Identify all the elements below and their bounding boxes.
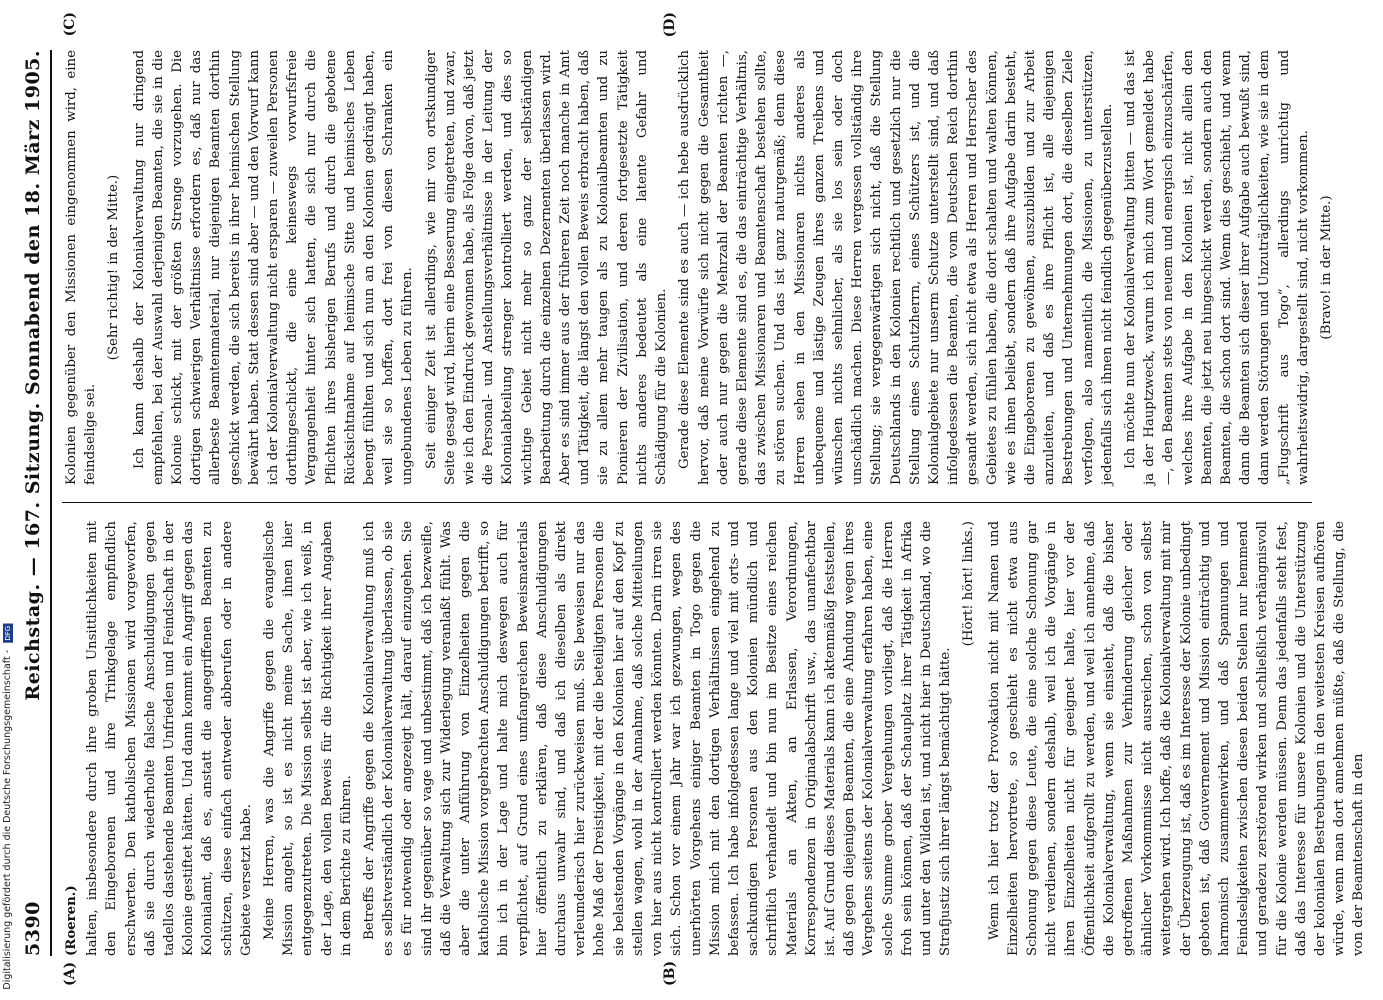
paragraph: Kolonien gegenüber den Missionen eingenommen wird, eine feindselige sei. xyxy=(64,50,99,485)
credit-text: Digitalisierung gefördert durch die Deutsche Forschungsgemeinschaft - xyxy=(2,650,13,990)
column-divider xyxy=(62,502,1312,503)
page-header xyxy=(22,50,44,956)
text-columns xyxy=(62,12,1367,986)
speaker-name: (Roeren.) xyxy=(64,885,79,956)
interjection: (Hört! hört! links.) xyxy=(961,521,977,647)
right-column xyxy=(62,50,1334,485)
interjection: (Sehr richtig! in der Mitte.) xyxy=(106,174,122,361)
margin-marker-c: (C) xyxy=(62,12,78,37)
paragraph: Betreffs der Angriffe gegen die Kolonialverwaltung muß ich es selbstverständlich der Kolonialverwaltung überlassen, ob sie es für notwendig oder angezeigt hält, darauf einzugehen. Sie sind ihr gegenüber so vage und unbestimmt, daß ich bezweifle, daß die Verwaltung sich zur Widerlegung veranlaßt fühlt. Was aber die unter Anführung von Einzelheiten gegen die katholische Mission vorgebrachten Anschuldigungen betrifft, so bin ich in der Lage und halte mich deswegen auch für verpflichtet, auf Grund eines umfangreichen Beweismaterials hier öffentlich zu erklären, daß diese Anschuldigungen durchaus unwahr sind, und daß ich dieselben als direkt verleumderisch hier zurückweisen muß. Sie beweisen nur das hohe Maß der Dreistigkeit, mit der die beteiligten Personen die sie belastenden Vorgänge in den Kolonien hier auf den Kopf zu stellen wagen, wohl in der Annahme, daß solche Mitteilungen von hier aus nicht kontrolliert werden könnten. Darin irren sie sich. Schon vor einem Jahr war ich gezwungen, wegen des unerhörten Vorgehens einiger Beamten in Togo gegen die Mission mich mit den dortigen Verhältnissen eingehend zu befassen. Ich habe infolgedessen lange und viel mit orts- und sachkundigen Personen aus den Kolonien mündlich und schriftlich verhandelt und bin nun im Besitze eines reichen Materials an Akten, an Erlassen, Verordnungen, Korrespondenzen in Originalabschrift usw., das unanfechtbar ist. Auf Grund dieses Materials kann ich aktenmäßig feststellen, daß gegen diejenigen Beamten, die eine Ahndung wegen ihres Vergehens seitens der Kolonialverwaltung erfahren haben, eine solche Summe grober Vergehungen vorliegt, daß die Herren froh sein können, daß der Schauplatz ihrer Tätigkeit in Afrika und unter den Wilden ist, und nicht hier in Deutschland, wo die Strafjustiz sich ihrer längst bemächtigt hätte. xyxy=(362,521,954,956)
margin-marker-d: (D) xyxy=(662,12,678,38)
header-rule xyxy=(50,50,52,956)
paragraph: Ich möchte nun der Kolonialverwaltung bitten — und das ist ja der Hauptzweck, warum ich mich zum Wort gemeldet habe —, den Beamten stets von neuem und energisch einzuschärfen, welches ihre Aufgabe in den Kolonien ist, nicht allein den Beamten, die jetzt neu hingeschickt werden, sondern auch den Beamten, die schon dort sind. Wenn dies geschieht, und wenn dann die Beamten sich dieser ihrer Aufgabe auch bewußt sind, dann werden Störungen und Unzuträglichkeiten, wie sie in dem „Flugschrift aus Togo“, allerdings unrichtig und wahrheitswidrig, dargestellt sind, nicht vorkommen. xyxy=(1122,50,1311,485)
paragraph: Gerade diese Elemente sind es auch — ich hebe ausdrücklich hervor, daß meine Vorwürfe sich nicht gegen die Gesamtheit oder auch nur gegen die Mehrzahl der Beamten richten —, gerade diese Elemente sind es, die das einträchtige Verhältnis, das zwischen Missionaren und Beamtenschaft bestehen sollte, zu stören suchen. Und das ist ganz naturgemäß; denn diese Herren sehen in den Missionaren nichts anderes als unbequeme und lästige Zeugen ihres ganzen Treibens und wünschen nichts sehnlicher, als sie los sein oder doch unschädlich machen. Diese Herren vergessen vollständig ihre Stellung; sie vergegenwärtigen sich nicht, daß die Stellung Deutschlands in den Kolonien rechtlich und gesetzlich nur die Stellung eines Schutzherrn, eines Schützers ist, und die Kolonialgebiete nur unserm Schutze unterstellt sind, und daß infolgedessen die Beamten, die vom Deutschen Reich dorthin gesandt werden, sich nicht etwa als Herren und Herrscher des Gebietes zu fühlen haben, die dort schalten und walten können, wie es ihnen beliebt, sondern daß ihre Aufgabe darin besteht, die Eingeborenen zu gewöhnen, auszubilden und zur Arbeit anzuleiten, und daß es ihre Pflicht ist, alle diejenigen Bestrebungen und Unternehmungen dort, die dieselben Ziele verfolgen, also namentlich die Missionen, zu unterstützen, jedenfalls sich ihnen nicht feindlich gegenüberzustellen. xyxy=(677,50,1115,485)
paragraph: Ich kann deshalb der Kolonialverwaltung nur dringend empfehlen, bei der Auswahl derjenigen Beamten, die sie in die Kolonie schickt, mit der größten Strenge vorzugehen. Die dortigen schwierigen Verhältnisse erfordern es, daß nur das allerbeste Beamtenmaterial, nur diejenigen Beamten dorthin geschickt werden, die sich bereits in ihrer heimischen Stellung bewährt haben. Statt dessen sind aber — und den Vorwurf kann ich der Kolonialverwaltung nicht ersparen — zuweilen Personen dorthingeschickt, die eine keineswegs vorwurfsfreie Vergangenheit hinter sich hatten, die sich nur durch die Pflichten ihres bisherigen Berufs und durch die gebotene Rücksichtnahme auf heimische Sitte und heimisches Leben beengt fühlten und sich nun an den Kolonien gedrängt haben, weil sie so hoffen, dort frei von diesen Schranken ein ungebundenes Leben zu führen. xyxy=(131,50,416,485)
interjection: (Bravo! in der Mitte.) xyxy=(1319,195,1334,340)
page-number: 5390 xyxy=(22,901,44,956)
document-page xyxy=(0,10,1383,990)
page-title: Reichstag. — 167. Sitzung. Sonnabend den 18. März 1905. xyxy=(22,50,44,701)
digitization-credit xyxy=(2,624,13,990)
margin-marker-b: (B) xyxy=(662,960,678,986)
paragraph: Seit einiger Zeit ist allerdings, wie mir von ortskundiger Seite gesagt wird, hierin eine Besserung eingetreten, und zwar, wie ich den Eindruck gewonnen habe, als Folge davon, daß jetzt die Personal- und Anstellungsverhältnisse in der Leitung der Kolonialabteilung strenger kontrolliert werden, und dies so wichtige Gebiet nicht mehr so ganz der selbständigen Bearbeitung durch die einzelnen Dezernenten überlassen wird. Aber es sind immer aus der früheren Zeit noch manche in Amt und Tätigkeit, die längst den vollen Beweis erbracht haben, daß sie zu allem mehr taugen als zu Kolonialbeamten und zu Pionieren der Zivilisation, und deren fortgesetzte Tätigkeit nichts anderes bedeutet als eine latente Gefahr und Schädigung für die Kolonien. xyxy=(423,50,670,485)
margin-marker-a: (A) xyxy=(62,961,78,986)
dfg-logo-icon: DFG xyxy=(4,626,12,642)
left-column xyxy=(62,521,1367,956)
paragraph: halten, insbesondere durch ihre groben Unsittlichkeiten mit den Eingeborenen und ihre Trinkgelage empfindlich erschwerten. Den katholischen Missionen wird vorgeworfen, daß sie durch wiederholte falsche Anschuldigungen gegen tadellos dastehende Beamten Unfrieden und Feindschaft in der Kolonie gestiftet hätten. Und dann kommt ein Angriff gegen das Kolonialamt, daß es, anstatt die angegriffenen Beamten zu schützen, diese einfach entweder abberufen oder in andere Gebiete versetzt habe. xyxy=(85,521,254,956)
paragraph: Wenn ich hier trotz der Provokation nicht mit Namen und Einzelheiten hervortrete, so geschieht es nicht etwa aus Schonung gegen diese Leute, die eine solche Schonung gar nicht verdienen, sondern deshalb, weil ich die Vorgänge in ihren Einzelheiten nicht für geeignet halte, hier vor der Öffentlichkeit aufgerollt zu werden, und weil ich annehme, daß die Kolonialverwaltung, wenn sie einsieht, daß die bisher getroffenen Maßnahmen zur Verhinderung gleicher oder ähnlicher Vorkommnisse nicht ausreichen, schon von selbst weitergehen wird. Ich hoffe, daß die Kolonialverwaltung mit mir der Überzeugung ist, daß es im Interesse der Kolonie unbedingt geboten ist, daß Gouvernement und Mission einträchtig und harmonisch zusammenwirken, und daß Spannungen und Feindseligkeiten zwischen diesen beiden Stellen nur hemmend und geradezu zerstörend wirken und schließlich verhängnisvoll für die Kolonie werden müssen. Denn das jedenfalls steht fest, daß das Interesse für unsere Kolonien und die Unterstützung der kolonialen Bestrebungen in den weitesten Kreisen aufhören würde, wenn man dort annehmen müßte, daß die Stellung, die von der Beamtenschaft in den xyxy=(986,521,1367,956)
paragraph: Meine Herren, was die Angriffe gegen die evangelische Mission angeht, so ist es nicht meine Sache, ihnen hier entgegenzutreten. Die Mission selbst ist aber, wie ich weiß, in der Lage, den vollen Beweis für die Richtigkeit ihrer Angaben in dem Berichte zu führen. xyxy=(262,521,354,956)
